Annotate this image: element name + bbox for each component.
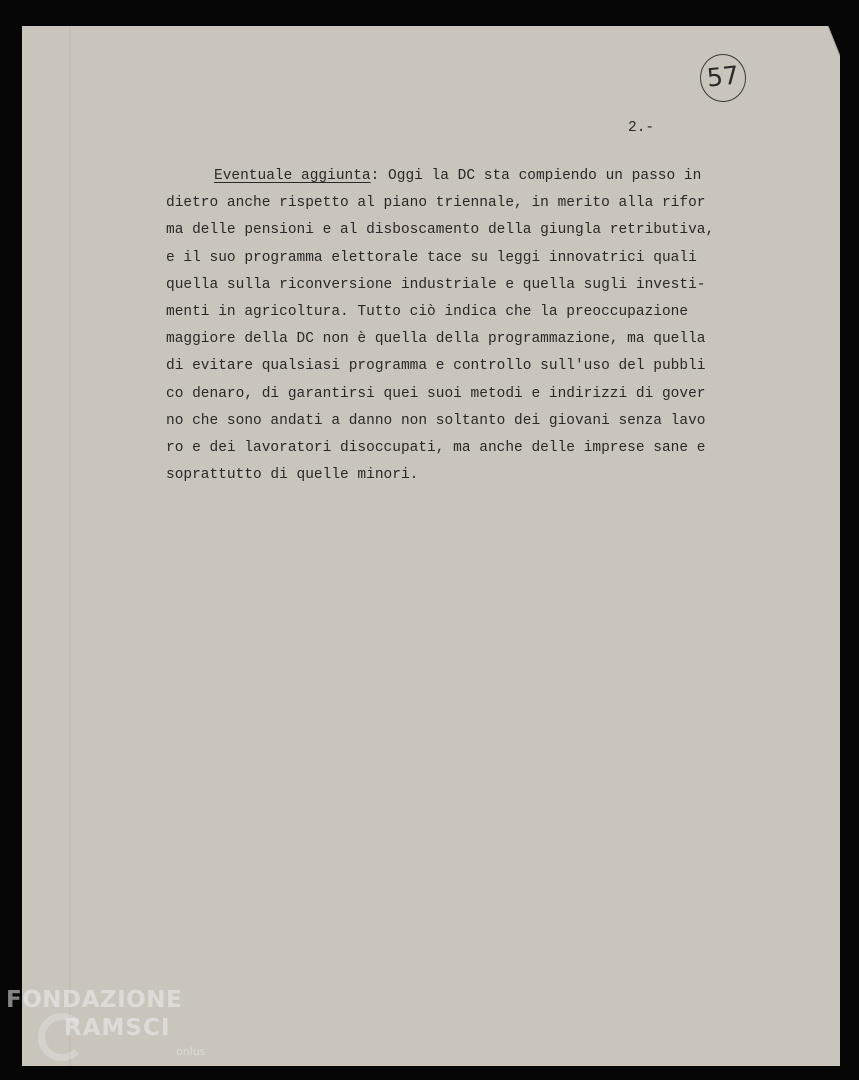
page-number: 2.- (628, 120, 655, 136)
paragraph (166, 163, 714, 489)
text-line: no che sono andati a danno non soltanto dei giovani senza lavo (166, 412, 706, 429)
text-line: e il suo programma elettorale tace su leggi innovatrici quali (166, 249, 697, 266)
text-line: soprattutto di quelle minori. (166, 467, 419, 484)
text-line: ma delle pensioni e al disboscamento della giungla retributiva, (166, 222, 715, 239)
text-line: maggiore della DC non è quella della programmazione, ma quella (166, 331, 706, 348)
text-line: co denaro, di garantirsi quei suoi metodi e indirizzi di gover (166, 385, 706, 402)
text-line: di evitare qualsiasi programma e controllo sull'uso del pubbli (166, 358, 706, 375)
text-line (166, 163, 714, 190)
folio-number: 57 (698, 52, 749, 105)
watermark-suffix: onlus (176, 1045, 206, 1058)
watermark-line1: FONDAZIONE (6, 987, 183, 1013)
watermark-line2: RAMSCI (64, 1015, 171, 1041)
fondazione-gramsci-watermark (6, 985, 216, 1075)
text-line: menti in agricoltura. Tutto ciò indica che la preoccupazione (166, 303, 689, 320)
text-line: dietro anche rispetto al piano triennale, in merito alla rifor (166, 195, 706, 212)
paragraph-heading: Eventuale aggiunta (214, 168, 371, 184)
text-line: quella sulla riconversione industriale e quella sugli investi- (166, 276, 706, 293)
line-text: : Oggi la DC sta compiendo un passo in (370, 168, 702, 184)
text-line: ro e dei lavoratori disoccupati, ma anche delle imprese sane e (166, 439, 706, 456)
